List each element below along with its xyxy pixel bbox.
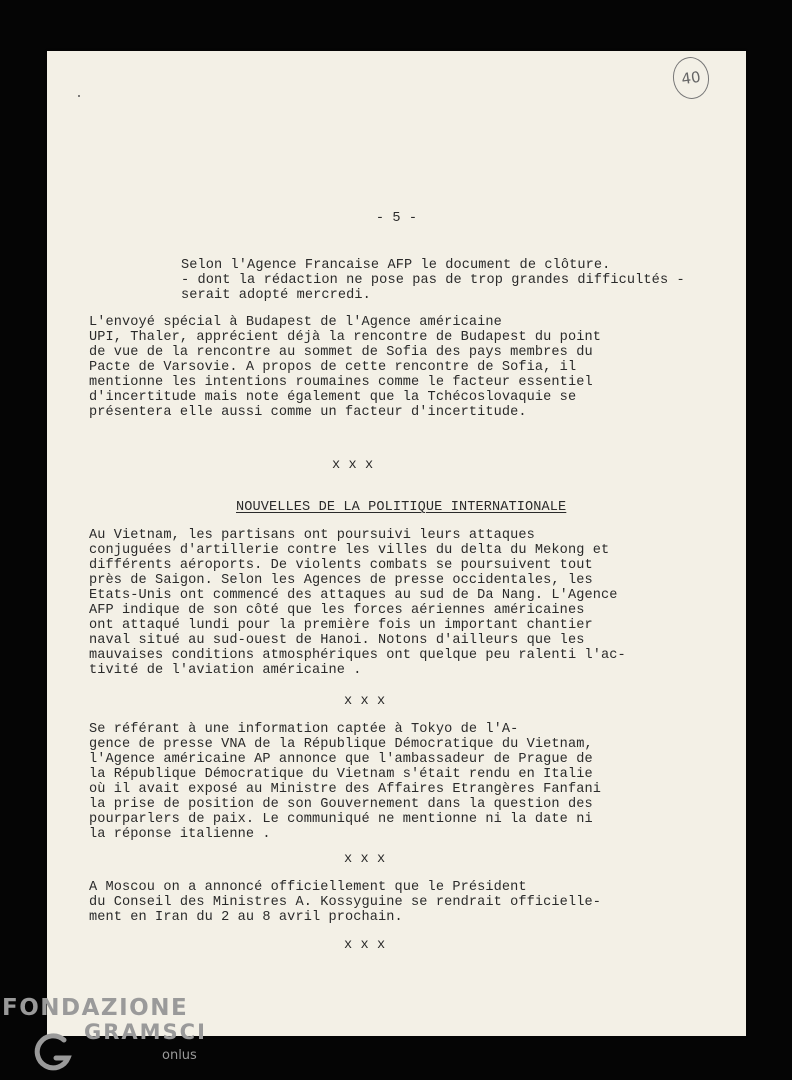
- foundation-logo-icon: [34, 1032, 74, 1072]
- separator: x x x: [344, 938, 386, 953]
- separator: x x x: [344, 694, 386, 709]
- archive-number-stamp: 40: [670, 55, 711, 102]
- separator: x x x: [344, 852, 386, 867]
- watermark-line-3: onlus: [162, 1048, 197, 1063]
- watermark-line-2: GRAMSCI: [84, 1020, 207, 1044]
- document-page: [47, 51, 746, 1036]
- paper-speck: [78, 95, 80, 97]
- paragraph-afp-closing-document: Selon l'Agence Francaise AFP le document de clôture. - dont la rédaction ne pose pas de trop grandes difficultés - serait adopté mercredi.: [181, 258, 685, 303]
- paragraph-moscow-kossyguine: A Moscou on a annoncé officiellement que le Président du Conseil des Ministres A. Kossyguine se rendrait officielle- ment en Iran du 2 au 8 avril prochain.: [89, 880, 601, 925]
- paragraph-vietnam: Au Vietnam, les partisans ont poursuivi leurs attaques conjuguées d'artillerie contre les villes du delta du Mekong et différents aéroports. De violents combats se poursuivent tout près de Saigon. Selon les Agences de presse occidentales, les Etats-Unis ont commencé des attaques au sud de Da Nang. L'Agence AFP indique de son côté que les forces aériennes américaines ont attaqué lundi pour la première fois un important chantier naval situé au sud-ouest de Hanoi. Notons d'ailleurs que les mauvaises conditions atmosphériques ont quelque peu ralenti l'ac- tivité de l'aviation américaine .: [89, 528, 626, 678]
- section-title: NOUVELLES DE LA POLITIQUE INTERNATIONALE: [236, 500, 567, 515]
- separator: x x x: [332, 458, 374, 473]
- page-number: - 5 -: [375, 211, 418, 226]
- paragraph-upi-budapest: L'envoyé spécial à Budapest de l'Agence américaine UPI, Thaler, apprécient déjà la rencontre de Budapest du point de vue de la rencontre au sommet de Sofia des pays membres du Pacte de Varsovie. A propos de cette rencontre de Sofia, il mentionne les intentions roumaines comme le facteur essentiel d'incertitude mais note également que la Tchécoslovaquie se présentera elle aussi comme un facteur d'incertitude.: [89, 315, 601, 420]
- watermark-line-1: FONDAZIONE: [2, 995, 189, 1021]
- paragraph-vna-ap-report: Se référant à une information captée à Tokyo de l'A- gence de presse VNA de la République Démocratique du Vietnam, l'Agence américaine AP annonce que l'ambassadeur de Prague de la République Démocratique du Vietnam s'était rendu en Italie où il avait exposé au Ministre des Affaires Etrangères Fanfani la prise de position de son Gouvernement dans la question des pourparlers de paix. Le communiqué ne mentionne ni la date ni la réponse italienne .: [89, 722, 601, 842]
